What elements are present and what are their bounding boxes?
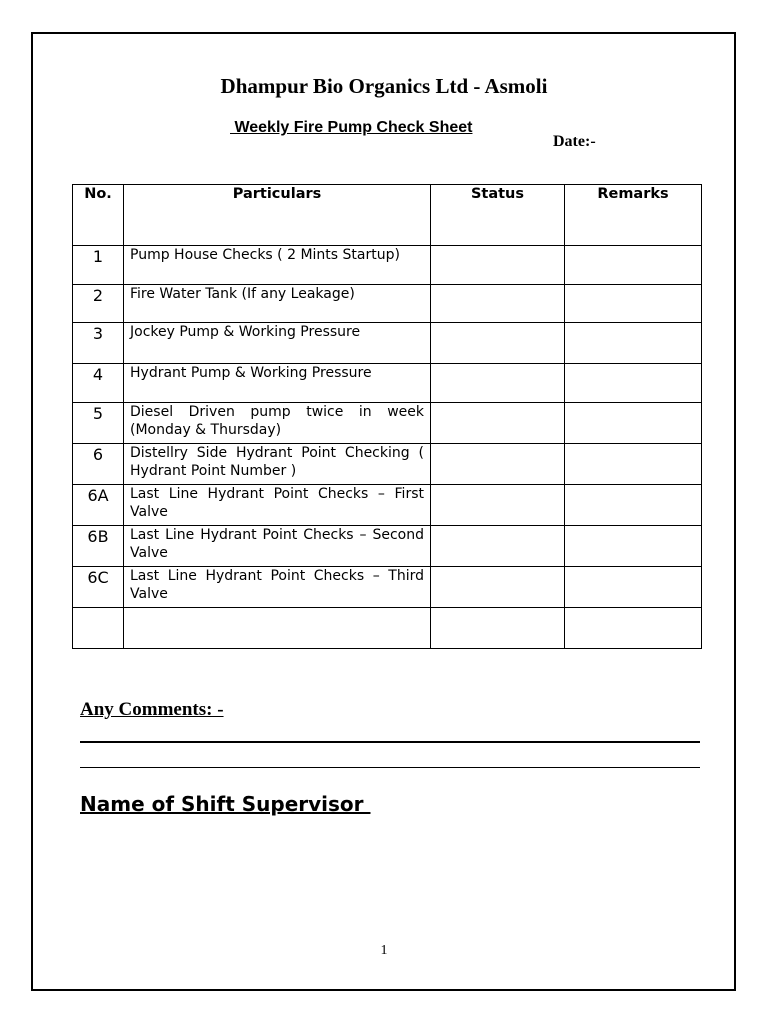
table-header-row — [73, 185, 702, 246]
row-particular: Jockey Pump & Working Pressure — [124, 323, 431, 364]
row-number: 4 — [73, 364, 124, 403]
table-row — [73, 285, 702, 323]
remarks-cell[interactable] — [565, 246, 702, 285]
status-cell[interactable] — [431, 403, 565, 444]
table-row — [73, 485, 702, 526]
company-title: Dhampur Bio Organics Ltd - Asmoli — [220, 74, 548, 98]
row-number: 5 — [73, 403, 124, 444]
date-label: Date:- — [553, 133, 596, 150]
table-row — [73, 246, 702, 285]
row-particular — [124, 608, 431, 649]
status-cell[interactable] — [431, 608, 565, 649]
row-particular: Distellry Side Hydrant Point Checking ( Hydrant Point Number ) — [124, 444, 431, 485]
row-particular: Diesel Driven pump twice in week (Monday & Thursday) — [124, 403, 431, 444]
column-header-particulars: Particulars — [124, 185, 431, 246]
row-particular: Last Line Hydrant Point Checks – First Valve — [124, 485, 431, 526]
remarks-cell[interactable] — [565, 323, 702, 364]
remarks-cell[interactable] — [565, 608, 702, 649]
sheet-title: Weekly Fire Pump Check Sheet — [230, 119, 473, 136]
table-row — [73, 323, 702, 364]
row-particular: Hydrant Pump & Working Pressure — [124, 364, 431, 403]
table-row — [73, 364, 702, 403]
comments-line[interactable] — [80, 767, 700, 768]
status-cell[interactable] — [431, 485, 565, 526]
comments-label: Any Comments: - — [80, 699, 224, 720]
status-cell[interactable] — [431, 444, 565, 485]
remarks-cell[interactable] — [565, 364, 702, 403]
remarks-cell[interactable] — [565, 444, 702, 485]
remarks-cell[interactable] — [565, 567, 702, 608]
row-number: 6 — [73, 444, 124, 485]
page-number: 1 — [380, 943, 388, 958]
row-particular: Fire Water Tank (If any Leakage) — [124, 285, 431, 323]
comments-line[interactable] — [80, 741, 700, 743]
table-row — [73, 567, 702, 608]
column-header-status: Status — [431, 185, 565, 246]
row-number: 6A — [73, 485, 124, 526]
row-number: 6C — [73, 567, 124, 608]
remarks-cell[interactable] — [565, 285, 702, 323]
status-cell[interactable] — [431, 364, 565, 403]
remarks-cell[interactable] — [565, 485, 702, 526]
supervisor-label: Name of Shift Supervisor — [80, 792, 371, 816]
row-particular: Last Line Hydrant Point Checks – Third Valve — [124, 567, 431, 608]
row-number: 3 — [73, 323, 124, 364]
row-number: 1 — [73, 246, 124, 285]
table-row — [73, 608, 702, 649]
status-cell[interactable] — [431, 285, 565, 323]
remarks-cell[interactable] — [565, 403, 702, 444]
status-cell[interactable] — [431, 526, 565, 567]
status-cell[interactable] — [431, 323, 565, 364]
row-number — [73, 608, 124, 649]
row-number: 6B — [73, 526, 124, 567]
row-number: 2 — [73, 285, 124, 323]
remarks-cell[interactable] — [565, 526, 702, 567]
status-cell[interactable] — [431, 567, 565, 608]
table-row — [73, 444, 702, 485]
table-row — [73, 526, 702, 567]
column-header-no: No. — [73, 185, 124, 246]
row-particular: Last Line Hydrant Point Checks – Second Valve — [124, 526, 431, 567]
status-cell[interactable] — [431, 246, 565, 285]
table-row — [73, 403, 702, 444]
check-table — [72, 184, 702, 649]
row-particular: Pump House Checks ( 2 Mints Startup) — [124, 246, 431, 285]
column-header-remarks: Remarks — [565, 185, 702, 246]
